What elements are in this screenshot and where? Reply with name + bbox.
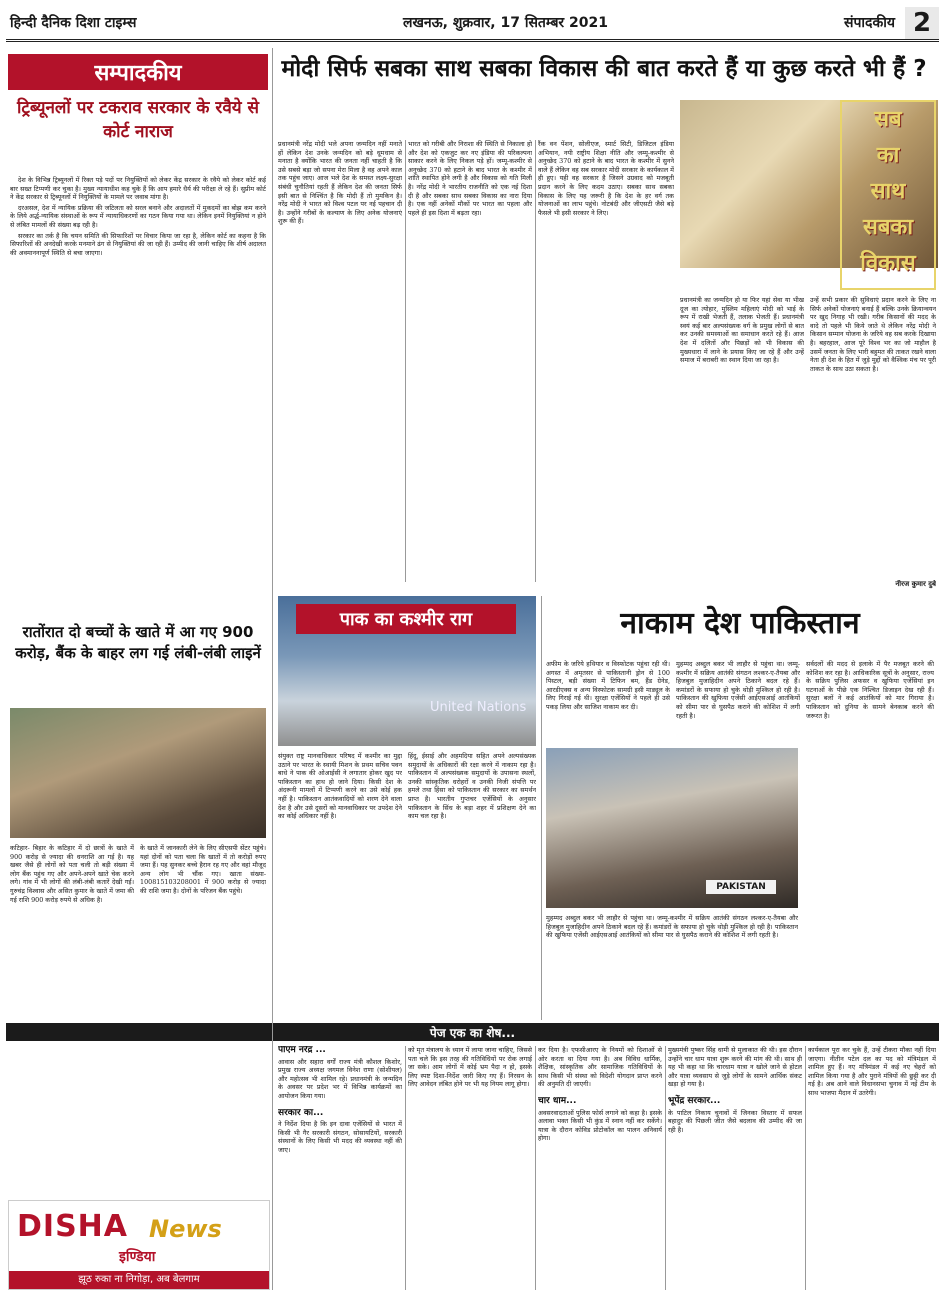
page-number: 2 bbox=[905, 7, 939, 39]
column-rule bbox=[541, 596, 542, 1020]
editorial-paragraph: देश के विभिन्न ट्रिब्यूनलों में रिक्त पड़े पदों पर नियुक्तियों को लेकर केंद्र सरकार के रवैये को लेकर कोर्ट कई बार सख्त टिप्पणी कर चुका है। मुख्य न्यायाधीश कह चुके हैं कि आप हमारे धैर्य की परीक्षा ले रहे हैं। सुप्रीम कोर्ट ने केंद्र सरकार से ट्रिब्यूनलों में नियुक्तियों के मामले पर जवाब मांगा है। bbox=[10, 176, 266, 202]
lead-col-3: रैंक वन पेंशन, सोलीएज, स्मार्ट सिटी, डिजिटल इंडिया अभियान, नयी राष्ट्रीय शिक्षा नीति और जम्मू-कश्मीर से अनुच्छेद 370 को हटाने के बाद भारत के कश्मीर में सुनने वाले हैं लेकिन वह सब सरकार मोदी सरकार के कार्यकाल में ही हुए। यही वह सरकार है जिसने उग्रवाद को मजबूती प्रदान करने के लिए कदम उठाए। सबका साथ सबका विकास के लिए यह जरूरी है कि देश के हर वर्ग तक योजनाओं का लाभ पहुंचे। नोटबंदी और जीएसटी जैसे बड़े फैसले भी इसी सरकार ने लिए। bbox=[538, 140, 674, 217]
disha-news-logo bbox=[8, 1200, 270, 1290]
column-rule bbox=[405, 1046, 406, 1290]
editorial-paragraph: सरकार का तर्क है कि चयन समिति की सिफारिशों पर विचार किया जा रहा है, लेकिन कोर्ट का कहना है कि सिफारिशों की अनदेखी करके मनमाने ढंग से नियुक्तियां की जा रही हैं। उम्मीद की जानी चाहिए कि शीर्ष अदालत की अवमाननापूर्ण स्थिति से बचा जाएगा। bbox=[10, 231, 266, 257]
cont-subhead: भूपेंद्र सरकार... bbox=[668, 1095, 721, 1106]
continued-strip: पेज एक का शेष... bbox=[6, 1023, 939, 1041]
kashmir-tag: पाक का कश्मीर राग bbox=[296, 604, 516, 634]
money-headline: रातोंरात दो बच्चों के खाते में आ गए 900 करोड़, बैंक के बाहर लग गई लंबी-लंबी लाइनें bbox=[15, 623, 261, 662]
cont-col-5: कार्यकाल पूरा कर चुके हैं, उन्हें टीकरा मौका नहीं दिया जाएगा। नीतीन पटेल दल का पद को मंत्रिमंडल में शामिल हुए हैं। नए मंत्रिमंडल में कई नए चेहरों को शामिल किया गया है और पुराने मंत्रियों की छुट्टी कर दी गई है। अब आने वाले विधानसभा चुनाव में नई टीम के साथ भाजपा मैदान में उतरेगी। bbox=[808, 1046, 936, 1097]
pakistan-col-2: मुहम्मद अब्दुल बकर भी लाहौर से पहुंचा था। जम्मू-कश्मीर में सक्रिय आतंकी संगठन लश्कर-ए-तैयबा और हिजबुल मुजाहिदीन अपने ठिकाने बदल रहे हैं। कमांडरों के सफाया हो चुके थोड़ी मुश्किल हो रही है। पाकिस्तान की खुफिया एजेंसी आईएसआई आतंकियों को सीमा पार से घुसपैठ कराने की कोशिश में लगी रहती है। bbox=[676, 660, 800, 720]
lead-col-5: उन्हें सभी प्रकार की सुविधाएं प्रदान करने के लिए ना सिर्फ अनेकों योजनाएं बनाई हैं बल्कि उनके क्रियान्वयन पर खुद निगाह भी रखी। गरीब किसानों की मदद के वादे तो पहले भी किये जाते थे लेकिन नरेंद्र मोदी ने किसान सम्मान योजना के जरिये वह सब करके दिखाया है। बहरहाल, आज पूरे विश्व भर का जो माहौल है उसमें जनता के लिए भारी बहुमत की ताकत रखने वाला नेता ही देश के हित में जुड़े मुद्दों को वैश्विक मंच पर पूरी ताकत के साथ उठा सकता है। bbox=[810, 296, 936, 373]
un-sign: United Nations bbox=[430, 700, 527, 715]
editorial-headline: ट्रिब्यूनलों पर टकराव सरकार के रवैये से कोर्ट नाराज bbox=[16, 98, 260, 142]
column-rule bbox=[535, 1046, 536, 1290]
money-col-1: कटिहार- बिहार के कटिहार में दो छात्रों के खाते में 900 करोड़ से ज्यादा की धनराशि आ गई है। यह खबर जैसे ही लोगों को पता चली तो बड़ी संख्या में लोग बैंक पहुंच गए और अपने-अपने खाते चेक करने लगे। गांव में भी लोगों की लंबी-लंबी कतारें देखी गईं। गुरुचंद्र विश्वास और असित कुमार के खाते में जमा की गई राशि 900 करोड़ रुपये से अधिक है। bbox=[10, 844, 134, 904]
cont-subhead: पीएम नरेंद्र ... bbox=[278, 1046, 326, 1055]
cont-text: मुख्यमंत्री पुष्कर सिंह धामी से मुलाकात की थी। इस दौरान उन्होंने चार धाम यात्रा शुरू करने की मांग की थी। साथ ही यह भी कहा था कि चारधाम यात्रा न खोले जाने से होटल और यात्रा व्यवसाय से जुड़े लोगों के सामने आर्थिक संकट खड़ा हो गया है। bbox=[668, 1046, 802, 1089]
cont-col-1 bbox=[278, 1046, 402, 1290]
column-rule bbox=[805, 1046, 806, 1290]
kashmir-col-1: संयुक्त राष्ट्र मानवाधिकार परिषद में कश्मीर का मुद्दा उठाने पर भारत के स्थायी मिशन के प्रथम सचिव पवन बाधे ने पाक की ओआईसी ने लगातार होकर खुद पर पाकिस्तान का हाथ हो जाने दिया। किसी देश के अंदरूनी मामलों में टिप्पणी करने का उसे कोई हक नहीं है। पाकिस्तान आतंकवादियों को शरण देने वाला देश है और उसे दूसरों को मानवाधिकार पर उपदेश देने का कोई अधिकार नहीं है। bbox=[278, 752, 402, 821]
lead-col-2: भारत को गरीबी और निराशा की स्थिति से निकाला हो और देश को एकजुट कर नए इंडिया की परिकल्पना साकार करने के लिए निकल पड़े हों। जम्मू-कश्मीर से अनुच्छेद 370 को हटाने के बाद भारत के कश्मीर में शांति स्थापित होने लगी है और विकास को गति मिली है। नरेंद्र मोदी ने भारतीय राजनीति को एक नई दिशा दी है और सबका साथ सबका विकास का नारा दिया है। एक नहीं अनेकों मौकों पर भारत का पहला और पहले ही इस दिशा में बढ़ता रहा। bbox=[408, 140, 532, 217]
paper-name: हिन्दी दैनिक दिशा टाइम्स bbox=[10, 15, 137, 31]
cont-col-3 bbox=[538, 1046, 662, 1290]
cont-subhead: चार धाम... bbox=[538, 1095, 577, 1106]
slogan-line: विकास bbox=[860, 251, 916, 276]
cont-col-2: को मृत मंत्रालय के ध्यान में लाया जाना चाहिए, जिससे पता चले कि इस तरह की गतिविधियों पर रोक लगाई जा सके। आम लोगों में कोई भ्रम पैदा न हो, इसके लिए स्पष्ट दिशा-निर्देश जारी किए गए हैं। निरसन के लिए आवेदन लंबित होने पर भी यह नियम लागू होगा। bbox=[408, 1046, 532, 1089]
lead-byline: नीरज कुमार दुबे bbox=[895, 580, 936, 588]
lead-col-4: प्रधानमंत्री का जन्मदिन हो या फिर यहां सेवा या भीख दूज का त्योहार, मुस्लिम महिलाएं मोदी को भाई के रूप में राखी भेजती हैं, तलाक भेजती हैं। प्रधानमंत्री स्वयं कई बार अल्पसंख्यक वर्ग के प्रमुख लोगों से बात कर उनकी समस्याओं का समाधान करते रहे हैं। आज देश में दलितों और पिछड़ों को भी विकास की मुख्यधारा में लाने के प्रयास किए जा रहे हैं और उन्हें समाज में बराबरी का स्थान दिया जा रहा है। bbox=[680, 296, 804, 365]
editorial-banner: सम्पादकीय bbox=[8, 54, 268, 90]
logo-india: इण्डिया bbox=[119, 1249, 156, 1265]
slogan-line: सब bbox=[874, 107, 902, 132]
lead-headline: मोदी सिर्फ सबका साथ सबका विकास की बात करते हैं या कुछ करते भी हैं ? bbox=[281, 56, 927, 82]
column-rule bbox=[272, 48, 273, 1290]
section-name: संपादकीय bbox=[844, 15, 895, 31]
logo-news: News bbox=[149, 1215, 222, 1243]
slogan-line: का bbox=[876, 143, 900, 168]
pakistan-nameplate: PAKISTAN bbox=[706, 880, 776, 894]
cont-text: अवसरवादताओं पुलिस फोर्स लगाने को कहा है। इसके अलावा भक्त किसी भी कुंड में स्नान नहीं कर सकेंगे। यात्रा के दौरान कोविड प्रोटोकॉल का पालन अनिवार्य होगा। bbox=[538, 1108, 662, 1143]
kashmir-col-2: हिंदू, ईसाई और अहमदिया सहित अपने अल्पसंख्यक समुदायों के अधिकारों की रक्षा करने में नाकाम रहा है। पाकिस्तान में अल्पसंख्यक समुदायों के उपासना स्थलों, उनकी सांस्कृतिक धरोहरों व उनकी निजी संपत्ति पर हमले तथा हिंसा को पाकिस्तान की सरकार का समर्थन प्राप्त है। भारतीय गुप्तचर एजेंसियों के अनुसार पाकिस्तान के सिंध के बड़ा शहर में प्रशिक्षण देने का काम चल रहा है। bbox=[408, 752, 536, 821]
editorial-paragraph: दरअसल, देश में न्यायिक प्रक्रिया की जटिलता को सरल बनाने और अदालतों में मुकदमों का बोझ कम करने के लिये अर्द्ध-न्यायिक संस्थाओं के रूप में न्यायाधिकरणों का गठन किया गया था। लेकिन इनमें नियुक्तियां न होने से लंबित मामलों की संख्या बढ़ रही है। bbox=[10, 203, 266, 229]
logo-brand: DISHA bbox=[17, 1209, 128, 1244]
children-photo bbox=[10, 708, 266, 838]
cont-text: के पाटिल निकाय चुनावों में जिनका विस्तार में सफल बहादुर की पिछली जीत जैसे बदलाव की उम्मीद की जा रही है। bbox=[668, 1108, 802, 1134]
editorial-body bbox=[10, 176, 266, 608]
column-rule bbox=[405, 140, 406, 582]
money-col-2: के खाते में जानकारी लेने के लिए सीएसपी सेंटर पहुंचे। यहां दोनों को पता चला कि खातों में तो करोड़ों रुपए जमा हैं। यह सुनकर बच्चे हैरान रह गए और वहां मौजूद अन्य लोग भी चौंक गए। खाता संख्या- 100815103208001 में 900 करोड़ से ज्यादा की राशि जमा है। दोनों के परिजन बैंक पहुंचे। bbox=[140, 844, 266, 895]
pakistan-col-1b: मुहम्मद अब्दुल बकर भी लाहौर से पहुंचा था। जम्मू-कश्मीर में सक्रिय आतंकी संगठन लश्कर-ए-तैयबा और हिजबुल मुजाहिदीन अपने ठिकाने बदल रहे हैं। कमांडरों के सफाया हो चुके थोड़ी मुश्किल हो रही है। पाकिस्तान की खुफिया एजेंसी आईएसआई आतंकियों को सीमा पार से घुसपैठ कराने की कोशिश में लगी रहती है। bbox=[546, 914, 798, 940]
masthead bbox=[6, 6, 939, 42]
cont-text: कर दिया है। एफसीआरए के नियमों को दिशाओं से ओर करता था दिया गया है। अब विविध धार्मिक, शैक्षिक, सांस्कृतिक और सामाजिक गतिविधियों के साथ किसी भी संस्था को विदेशी योगदान प्राप्त करने की अनुमति दी जाएगी। bbox=[538, 1046, 662, 1089]
column-rule bbox=[665, 1046, 666, 1290]
pakistan-headline: नाकाम देश पाकिस्तान bbox=[620, 606, 860, 641]
slogan-line: सबका bbox=[862, 215, 914, 240]
slogan-text bbox=[842, 102, 934, 282]
lead-col-1: प्रधानमंत्री नरेंद्र मोदी भले अपना जन्मदिन नहीं मनाते हों लेकिन देश उनके जन्मदिन को बड़े धूमधाम से मनाता है क्योंकि भारत की जनता नहीं चाहती है कि उसे सबसे बड़ा जो सपना मेरा मिला है वह अपने काल तक पहुंच जाए। आज भले देश के समस्त लक्ष्य-सुरक्षा संबंधी चुनौतियां रहती हैं लेकिन देश की जनता सिर्फ इसी बात से निश्चिंत है कि मोदी हैं तो मुमकिन है। नरेंद्र मोदी ने भारत को विश्व पटल पर नई पहचान दी है। उन्होंने गरीबों के कल्याण के लिए अनेक योजनाएं शुरू की हैं। bbox=[278, 140, 402, 226]
logo-tagline: झूठ रुका ना निगोड़ा, अब बेलगाम bbox=[9, 1271, 269, 1289]
cont-subhead: सरकार का... bbox=[278, 1107, 324, 1118]
dateline: लखनऊ, शुक्रवार, 17 सितम्बर 2021 bbox=[402, 15, 609, 31]
cont-text: ने निर्देश दिया है कि इन दावा एजेंसियों से भारत में किसी भी गैर सरकारी संगठन, सोसायटियों, सरकारी संस्थानों के लिए किसी भी मदद की व्यवस्था नहीं की जाए। bbox=[278, 1120, 402, 1154]
pakistan-col-1: अफीम के जरिये हथियार व विस्फोटक पहुंचा रही थी। अगस्त में अमृतसर से पाकिस्तानी ड्रोन से 100 पिस्टल, बड़ी संख्या में टिफिन बम, हैंड ग्रेनेड, आरडीएक्स व अन्य विस्फोटक सामग्री इसी माड्यूल के लिए गिराई गई थी। सुरक्षा एजेंसियों ने पहले ही उसे पकड़ लिया और साजिश नाकाम कर दी। bbox=[546, 660, 670, 711]
cont-text: आवास और सहारा वर्गों राज्य मंत्री कौशल किशोर, प्रमुख राज्य अध्यक्ष जगमल विनेश राणा (सोशीयल) और महोत्सव भी शामिल रहे। प्रधानमंत्री के जन्मदिन के अवसर पर प्रदेश भर में विभिन्न कार्यक्रमों का आयोजन किया गया। bbox=[278, 1057, 402, 1100]
cont-col-4 bbox=[668, 1046, 802, 1290]
slogan-line: साथ bbox=[870, 179, 906, 204]
column-rule bbox=[535, 140, 536, 582]
pakistan-col-3: सर्वदलों की मदद से इलाके में पैर मजबूत करने की कोशिश कर रहा है। आधिकारिक सूत्रों के अनुसार, राज्य के सक्रिय पुलिस अफसर व खुफिया एजेंसियां इन घटनाओं के पीछे एक निश्चित डिजाइन देख रही हैं। सुरक्षा बलों ने कई आतंकियों को मार गिराया है। पाकिस्तान को दुनिया के सामने बेनकाब करने की जरूरत है। bbox=[806, 660, 934, 720]
